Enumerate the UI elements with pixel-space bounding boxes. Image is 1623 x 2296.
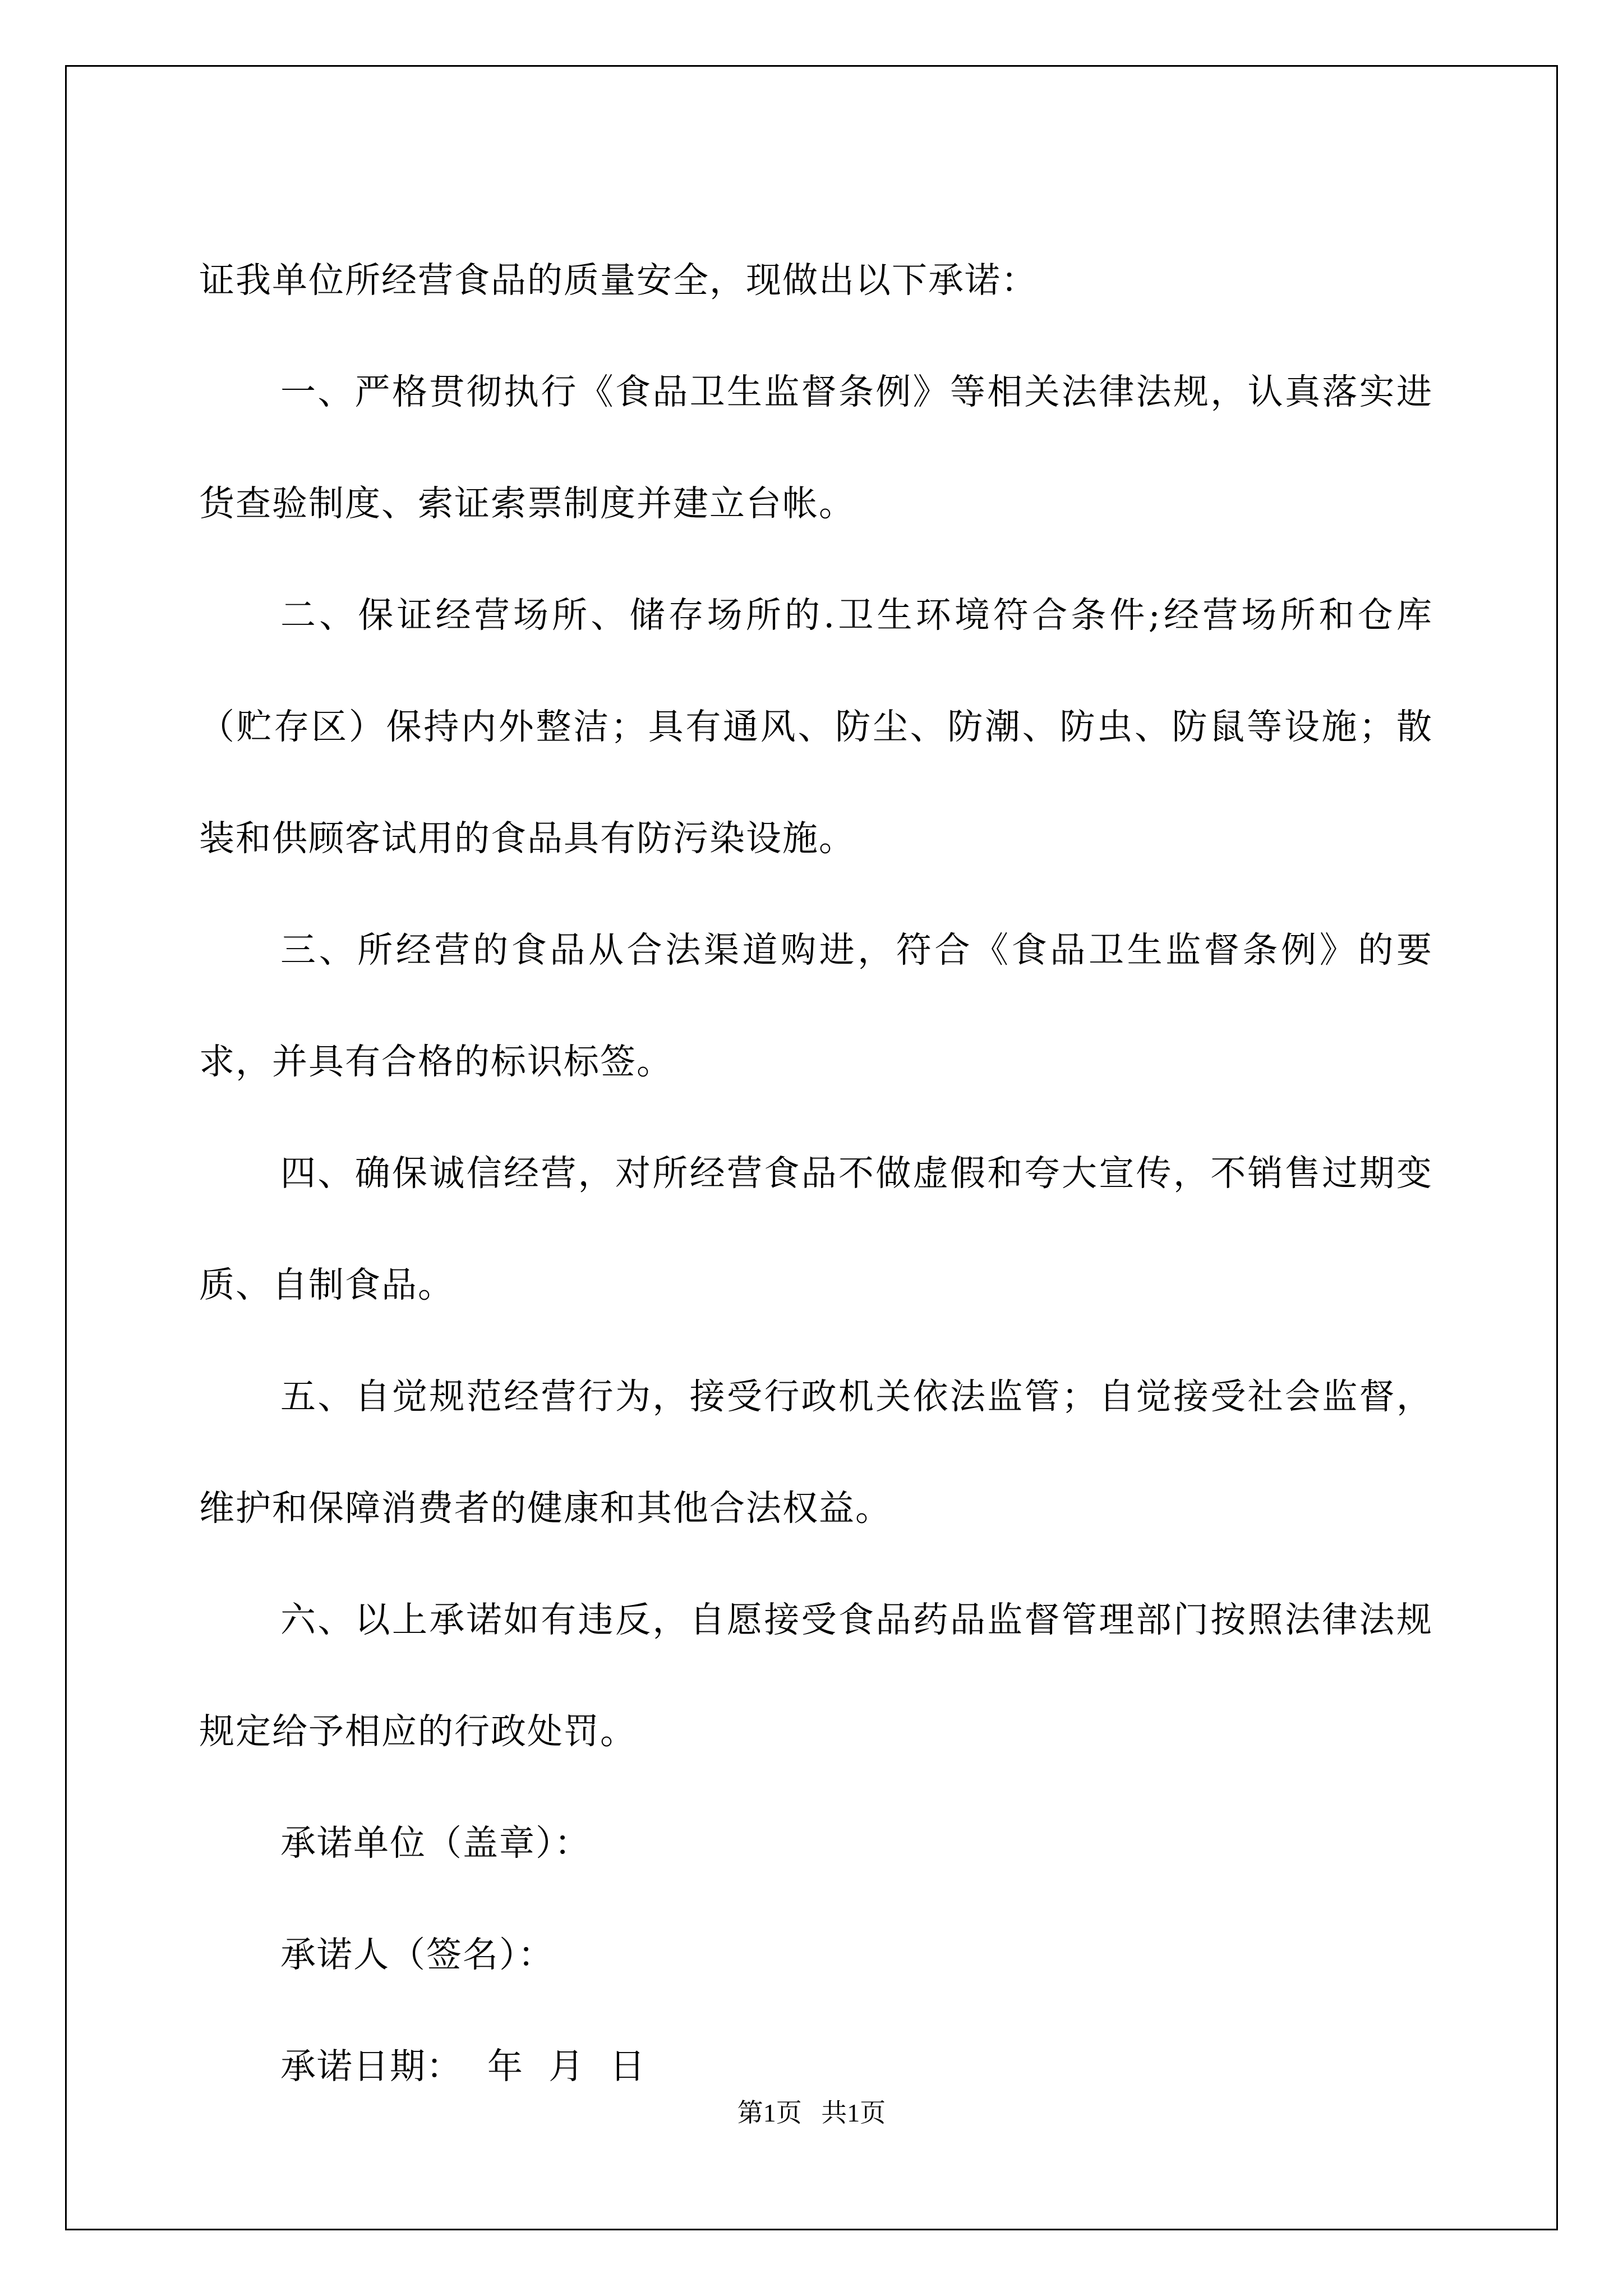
signature-person: 承诺人（签名）： [280,1934,555,1975]
paragraph-item-2: 二、保证经营场所、储存场所的.卫生环境符合条件;经营场所和仓库（贮存区）保持内外整洁；具有通风、防尘、防潮、防虫、防鼠等设施；散装和供顾客试用的食品具有防污染设施。 [199,595,1433,859]
paragraph-item-6: 六、以上承诺如有违反，自愿接受食品药品监督管理部门按照法律法规规定给予相应的行政处罚。 [199,1599,1433,1752]
signature-date: 承诺日期： 年 月 日 [280,2046,647,2087]
signature-unit: 承诺单位（盖章）： [280,1823,591,1864]
paragraph-item-4: 四、确保诚信经营，对所经营食品不做虚假和夸大宣传，不销售过期变质、自制食品。 [199,1153,1433,1305]
document-body [199,224,1433,2122]
paragraph-item-1: 一、严格贯彻执行《食品卫生监督条例》等相关法律法规，认真落实进货查验制度、索证索票制度并建立台帐。 [199,371,1433,524]
paragraph-item-5: 五、自觉规范经营行为，接受行政机关依法监管；自觉接受社会监督，维护和保障消费者的健康和其他合法权益。 [199,1376,1433,1529]
paragraph-intro: 证我单位所经营食品的质量安全，现做出以下承诺： [199,260,1038,301]
paragraph-item-3: 三、所经营的食品从合法渠道购进，符合《食品卫生监督条例》的要求，并具有合格的标识标签。 [199,930,1433,1082]
page-number-footer: 第1页 共1页 [737,2099,886,2127]
